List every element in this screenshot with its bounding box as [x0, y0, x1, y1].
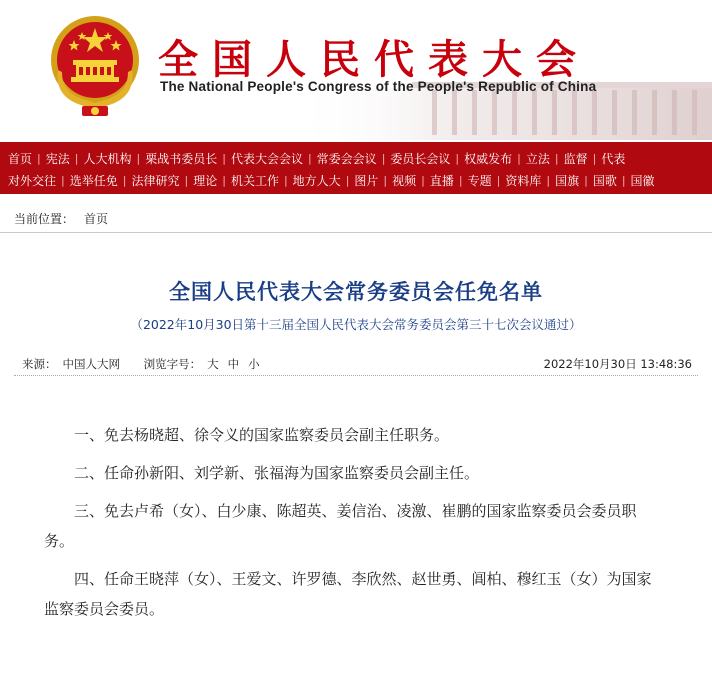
nav-separator: |: [421, 173, 425, 187]
article-subtitle: （2022年10月30日第十三届全国人民代表大会常务委员会第三十七次会议通过）: [130, 317, 582, 332]
article-paragraph: 一、免去杨晓超、徐令义的国家监察委员会副主任职务。: [74, 426, 450, 444]
article-paragraph: 三、免去卢希（女）、白少康、陈超英、姜信治、凌激、崔鹏的国家监察委员会委员职务。: [44, 502, 637, 550]
nav-row-1: [8, 147, 712, 169]
nav-item-chairman[interactable]: 栗战书委员长: [145, 151, 218, 166]
nav-separator: |: [381, 151, 386, 165]
nav-item-local-congress[interactable]: 地方人大: [292, 173, 341, 188]
nav-item-emblem[interactable]: 国徽: [630, 173, 655, 188]
nav-separator: |: [61, 173, 65, 187]
source-label: 来源：: [22, 357, 57, 371]
article-meta-left: [22, 356, 269, 372]
nav-row-2: [8, 169, 712, 191]
nav-separator: |: [222, 173, 226, 187]
nav-separator: |: [37, 151, 41, 165]
article-meta-bar: [14, 350, 698, 376]
nav-separator: |: [517, 151, 521, 165]
nav-separator: |: [283, 173, 288, 187]
nav-item-theory[interactable]: 理论: [193, 173, 218, 188]
nav-separator: |: [222, 151, 226, 165]
nav-item-flag[interactable]: 国旗: [555, 173, 580, 188]
nav-separator: |: [621, 173, 626, 187]
article-paragraph: 四、任命王晓萍（女）、王爱文、许罗德、李欣然、赵世勇、阊柏、穆红玉（女）为国家监察委员会委员。: [44, 570, 652, 618]
nav-item-elections[interactable]: 选举任免: [69, 173, 118, 188]
nav-item-supervision[interactable]: 监督: [563, 151, 588, 166]
font-size-medium-button[interactable]: 中: [227, 357, 240, 371]
nav-item-congress-sessions[interactable]: 代表大会会议: [230, 151, 303, 166]
nav-separator: |: [345, 173, 350, 187]
nav-separator: |: [307, 151, 312, 165]
nav-separator: |: [122, 173, 127, 187]
nav-item-chairmen-meetings[interactable]: 委员长会议: [390, 151, 451, 166]
nav-item-legislation[interactable]: 立法: [525, 151, 550, 166]
nav-separator: |: [554, 151, 559, 165]
nav-item-home[interactable]: 首页: [8, 151, 33, 166]
main-nav: [0, 142, 712, 194]
nav-separator: |: [546, 173, 551, 187]
nav-item-foreign-affairs[interactable]: 对外交往: [8, 173, 57, 188]
font-size-label: 浏览字号：: [143, 357, 202, 371]
nav-separator: |: [496, 173, 501, 187]
nav-separator: |: [74, 151, 79, 165]
breadcrumb-content: [14, 210, 108, 227]
national-emblem-icon: [44, 10, 146, 120]
breadcrumb: [0, 203, 712, 233]
font-size-small-button[interactable]: 小: [248, 357, 260, 371]
nav-item-constitution[interactable]: 宪法: [45, 151, 70, 166]
nav-separator: |: [184, 173, 189, 187]
article-body: [44, 420, 664, 632]
nav-item-database[interactable]: 资料库: [505, 173, 542, 188]
nav-item-live[interactable]: 直播: [429, 173, 454, 188]
nav-item-deputies[interactable]: 代表: [601, 151, 626, 166]
publish-datetime: 2022年10月30日 13:48:36: [543, 357, 692, 371]
nav-item-topics[interactable]: 专题: [467, 173, 492, 188]
nav-item-institutions[interactable]: 人大机构: [83, 151, 132, 166]
source-value: 中国人大网: [62, 357, 120, 371]
nav-item-anthem[interactable]: 国歌: [592, 173, 617, 188]
nav-separator: |: [136, 151, 141, 165]
nav-separator: |: [584, 173, 588, 187]
site-title: 全国人民代表大会: [158, 36, 590, 83]
breadcrumb-label: 当前位置：: [14, 212, 75, 226]
nav-item-video[interactable]: 视频: [392, 173, 417, 188]
nav-item-standing-committee[interactable]: 常委会会议: [316, 151, 377, 166]
article-paragraph: 二、任命孙新阳、刘学新、张福海为国家监察委员会副主任。: [74, 464, 480, 482]
nav-separator: |: [455, 151, 460, 165]
site-header: [0, 0, 712, 140]
nav-item-pictures[interactable]: 图片: [354, 173, 379, 188]
breadcrumb-home-link[interactable]: 首页: [84, 212, 109, 226]
nav-item-law-research[interactable]: 法律研究: [131, 173, 180, 188]
article-title: 全国人民代表大会常务委员会任免名单: [169, 279, 543, 304]
nav-separator: |: [458, 173, 463, 187]
site-subtitle: The National People's Congress of the People's Republic of China: [160, 79, 597, 94]
nav-separator: |: [592, 151, 597, 165]
font-size-large-button[interactable]: 大: [207, 357, 219, 371]
nav-item-agency-work[interactable]: 机关工作: [230, 173, 279, 188]
nav-item-releases[interactable]: 权威发布: [464, 151, 513, 166]
nav-separator: |: [383, 173, 388, 187]
